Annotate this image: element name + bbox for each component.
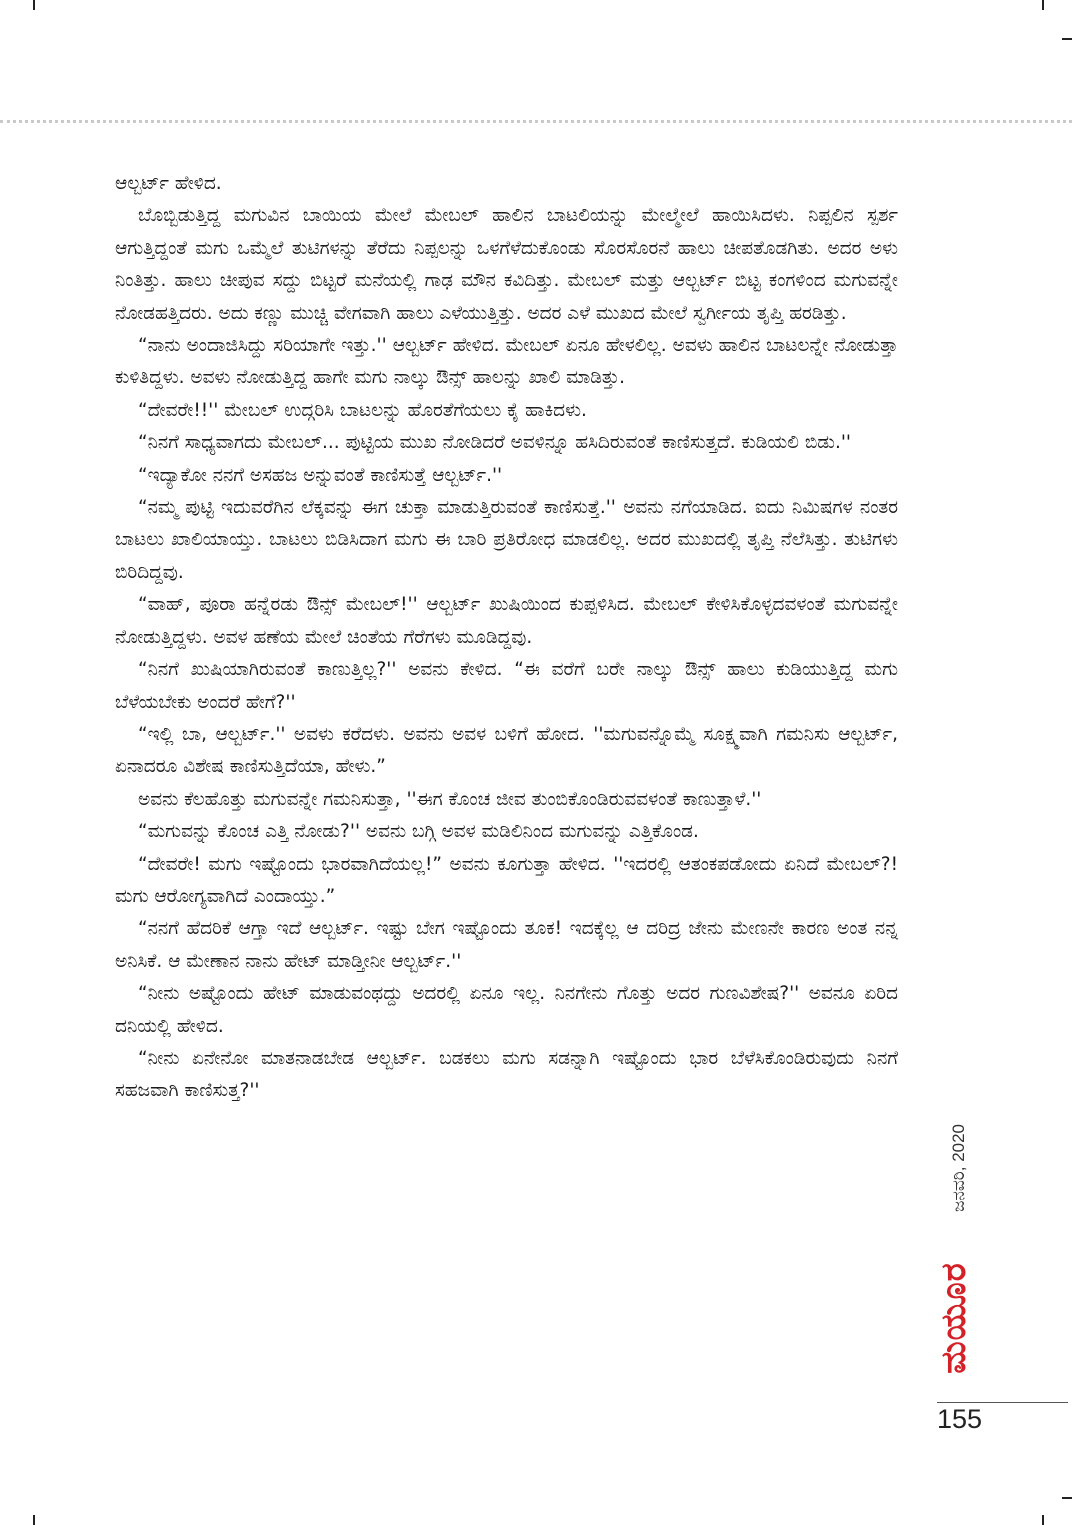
page-number-rule	[937, 1402, 1068, 1403]
crop-mark-top-right	[1042, 0, 1044, 10]
paragraph: “ನಾನು ಅಂದಾಜಿಸಿದ್ದು ಸರಿಯಾಗೇ ಇತ್ತು.'' ಆಲ್ಬರ್ಟ್ ಹೇಳಿದ. ಮೇಬಲ್ ಏನೂ ಹೇಳಲಿಲ್ಲ. ಅವಳು ಹಾಲಿನ ಬಾಟಲನ್ನೇ ನೋಡುತ್ತಾ ಕುಳಿತಿದ್ದಳು. ಅವಳು ನೋಡುತ್ತಿದ್ದ ಹಾಗೇ ಮಗು ನಾಲ್ಕು ಔನ್ಸ್ ಹಾಲನ್ನು ಖಾಲಿ ಮಾಡಿತ್ತು.	[115, 335, 898, 389]
page-number: 155	[937, 1404, 983, 1434]
paragraph: “ನೀನು ಅಷ್ಟೊಂದು ಹೇಟ್ ಮಾಡುವಂಥದ್ದು ಅದರಲ್ಲಿ ಏನೂ ಇಲ್ಲ. ನಿನಗೇನು ಗೊತ್ತು ಅದರ ಗುಣವಿಶೇಷ?'' ಅವನೂ ಏರಿದ ದನಿಯಲ್ಲಿ ಹೇಳಿದ.	[115, 983, 898, 1037]
paragraph: “ನಿನಗೆ ಖುಷಿಯಾಗಿರುವಂತೆ ಕಾಣುತ್ತಿಲ್ಲ?'' ಅವನು ಕೇಳಿದ. “ಈ ವರೆಗೆ ಬರೇ ನಾಲ್ಕು ಔನ್ಸ್ ಹಾಲು ಕುಡಿಯುತ್ತಿದ್ದ ಮಗು ಬೆಳೆಯಬೇಕು ಅಂದರೆ ಹೇಗೆ?''	[115, 659, 898, 713]
header-dotted-rule	[0, 120, 1072, 123]
paragraph: “ನನಗೆ ಹೆದರಿಕೆ ಆಗ್ತಾ ಇದೆ ಆಲ್ಬರ್ಟ್. ಇಷ್ಟು ಬೇಗ ಇಷ್ಟೊಂದು ತೂಕ! ಇದಕ್ಕೆಲ್ಲ ಆ ದರಿದ್ರ ಜೇನು ಮೇಣನೇ ಕಾರಣ ಅಂತ ನನ್ನ ಅನಿಸಿಕೆ. ಆ ಮೇಣಾನ ನಾನು ಹೇಟ್ ಮಾಡ್ತೀನೀ ಆಲ್ಬರ್ಟ್.''	[115, 918, 898, 972]
issue-date-text: ಜನವರಿ, 2020	[949, 1123, 968, 1212]
paragraph: “ದೇವರೇ!!'' ಮೇಬಲ್ ಉದ್ಗರಿಸಿ ಬಾಟಲನ್ನು ಹೊರತೆಗೆಯಲು ಕೈ ಹಾಕಿದಳು.	[138, 399, 587, 421]
paragraph: “ನಿನಗೆ ಸಾಧ್ಯವಾಗದು ಮೇಬಲ್... ಪುಟ್ಟಿಯ ಮುಖ ನೋಡಿದರೆ ಅವಳಿನ್ನೂ ಹಸಿದಿರುವಂತೆ ಕಾಣಿಸುತ್ತದೆ. ಕುಡಿಯಲಿ ಬಿಡು.''	[138, 432, 851, 454]
crop-mark-bottom-right	[1042, 1515, 1044, 1525]
crop-mark-bottom-left	[33, 1515, 35, 1525]
paragraph: ಬೊಬ್ಬಿಡುತ್ತಿದ್ದ ಮಗುವಿನ ಬಾಯಿಯ ಮೇಲೆ ಮೇಬಲ್ ಹಾಲಿನ ಬಾಟಲಿಯನ್ನು ಮೇಲ್ಮೇಲೆ ಹಾಯಿಸಿದಳು. ನಿಪ್ಪಲಿನ ಸ್ಪರ್ಶ ಆಗುತ್ತಿದ್ದಂತೆ ಮಗು ಒಮ್ಮೆಲೆ ತುಟಿಗಳನ್ನು ತೆರೆದು ನಿಪ್ಪಲನ್ನು ಒಳಗೆಳೆದುಕೊಂಡು ಸೊರಸೊರನೆ ಹಾಲು ಚೀಪತೊಡಗಿತು. ಅದರ ಅಳು ನಿಂತಿತ್ತು. ಹಾಲು ಚೀಪುವ ಸದ್ದು ಬಿಟ್ಟರೆ ಮನೆಯಲ್ಲಿ ಗಾಢ ಮೌನ ಕವಿದಿತ್ತು. ಮೇಬಲ್ ಮತ್ತು ಆಲ್ಬರ್ಟ್ ಬಿಟ್ಟ ಕಂಗಳಿಂದ ಮಗುವನ್ನೇ ನೋಡಹತ್ತಿದರು. ಅದು ಕಣ್ಣು ಮುಚ್ಚಿ ವೇಗವಾಗಿ ಹಾಲು ಎಳೆಯುತ್ತಿತ್ತು. ಅದರ ಎಳೆ ಮುಖದ ಮೇಲೆ ಸ್ವರ್ಗೀಯ ತೃಪ್ತಿ ಹರಡಿತ್ತು.	[115, 205, 898, 324]
paragraph: “ಮಗುವನ್ನು ಕೊಂಚ ಎತ್ತಿ ನೋಡು?'' ಅವನು ಬಗ್ಗಿ ಅವಳ ಮಡಿಲಿನಿಂದ ಮಗುವನ್ನು ಎತ್ತಿಕೊಂಡ.	[138, 821, 699, 843]
issue-date	[944, 1105, 974, 1230]
masthead-logo-text: ಮಯೂರ	[934, 1262, 974, 1374]
paragraph: “ಇಲ್ಲಿ ಬಾ, ಆಲ್ಬರ್ಟ್.'' ಅವಳು ಕರೆದಳು. ಅವನು ಅವಳ ಬಳಿಗೆ ಹೋದ. ''ಮಗುವನ್ನೊಮ್ಮೆ ಸೂಕ್ಷ್ಮವಾಗಿ ಗಮನಿಸು ಆಲ್ಬರ್ಟ್, ಏನಾದರೂ ವಿಶೇಷ ಕಾಣಿಸುತ್ತಿದೆಯಾ, ಹೇಳು.”	[115, 723, 898, 778]
paragraph: “ಇದ್ಯಾಕೋ ನನಗೆ ಅಸಹಜ ಅನ್ನುವಂತೆ ಕಾಣಿಸುತ್ತೆ ಆಲ್ಬರ್ಟ್.''	[138, 464, 503, 486]
paragraph: “ನೀನು ಏನೇನೋ ಮಾತನಾಡಬೇಡ ಆಲ್ಬರ್ಟ್. ಬಡಕಲು ಮಗು ಸಡನ್ನಾಗಿ ಇಷ್ಟೊಂದು ಭಾರ ಬೆಳೆಸಿಕೊಂಡಿರುವುದು ನಿನಗೆ ಸಹಜವಾಗಿ ಕಾಣಿಸುತ್ತ?''	[115, 1047, 898, 1102]
crop-mark-top-left	[33, 0, 35, 10]
paragraph: “ವಾಹ್, ಪೂರಾ ಹನ್ನೆರಡು ಔನ್ಸ್ ಮೇಬಲ್!'' ಆಲ್ಬರ್ಟ್ ಖುಷಿಯಿಂದ ಕುಪ್ಪಳಿಸಿದ. ಮೇಬಲ್ ಕೇಳಿಸಿಕೊಳ್ಳದವಳಂತೆ ಮಗುವನ್ನೇ ನೋಡುತ್ತಿದ್ದಳು. ಅವಳ ಹಣೆಯ ಮೇಲೆ ಚಿಂತೆಯ ಗೆರೆಗಳು ಮೂಡಿದ್ದವು.	[115, 594, 898, 648]
article-body	[115, 168, 898, 1108]
paragraph: ಅವನು ಕೆಲಹೊತ್ತು ಮಗುವನ್ನೇ ಗಮನಿಸುತ್ತಾ, ''ಈಗ ಕೊಂಚ ಜೀವ ತುಂಬಿಕೊಂಡಿರುವವಳಂತೆ ಕಾಣುತ್ತಾಳೆ.''	[138, 788, 762, 810]
paragraph: ಆಲ್ಬರ್ಟ್ ಹೇಳಿದ.	[115, 173, 222, 194]
paragraph: “ನಮ್ಮ ಪುಟ್ಟಿ ಇದುವರೆಗಿನ ಲೆಕ್ಕವನ್ನು ಈಗ ಚುಕ್ತಾ ಮಾಡುತ್ತಿರುವಂತೆ ಕಾಣಿಸುತ್ತೆ.'' ಅವನು ನಗೆಯಾಡಿದ. ಐದು ನಿಮಿಷಗಳ ನಂತರ ಬಾಟಲು ಖಾಲಿಯಾಯ್ತು. ಬಾಟಲು ಬಿಡಿಸಿದಾಗ ಮಗು ಈ ಬಾರಿ ಪ್ರತಿರೋಧ ಮಾಡಲಿಲ್ಲ. ಅದರ ಮುಖದಲ್ಲಿ ತೃಪ್ತಿ ನೆಲೆಸಿತ್ತು. ತುಟಿಗಳು ಬಿರಿದಿದ್ದವು.	[115, 497, 898, 583]
crop-mark-right-lower	[1062, 1497, 1072, 1499]
magazine-masthead	[931, 1238, 977, 1398]
crop-mark-right-upper	[1062, 38, 1072, 40]
paragraph: “ದೇವರೇ! ಮಗು ಇಷ್ಟೊಂದು ಭಾರವಾಗಿದೆಯಲ್ಲ!” ಅವನು ಕೂಗುತ್ತಾ ಹೇಳಿದ. ''ಇದರಲ್ಲಿ ಆತಂಕಪಡೋದು ಏನಿದೆ ಮೇಬಲ್?! ಮಗು ಆರೋಗ್ಯವಾಗಿದೆ ಎಂದಾಯ್ತು.”	[115, 853, 898, 907]
